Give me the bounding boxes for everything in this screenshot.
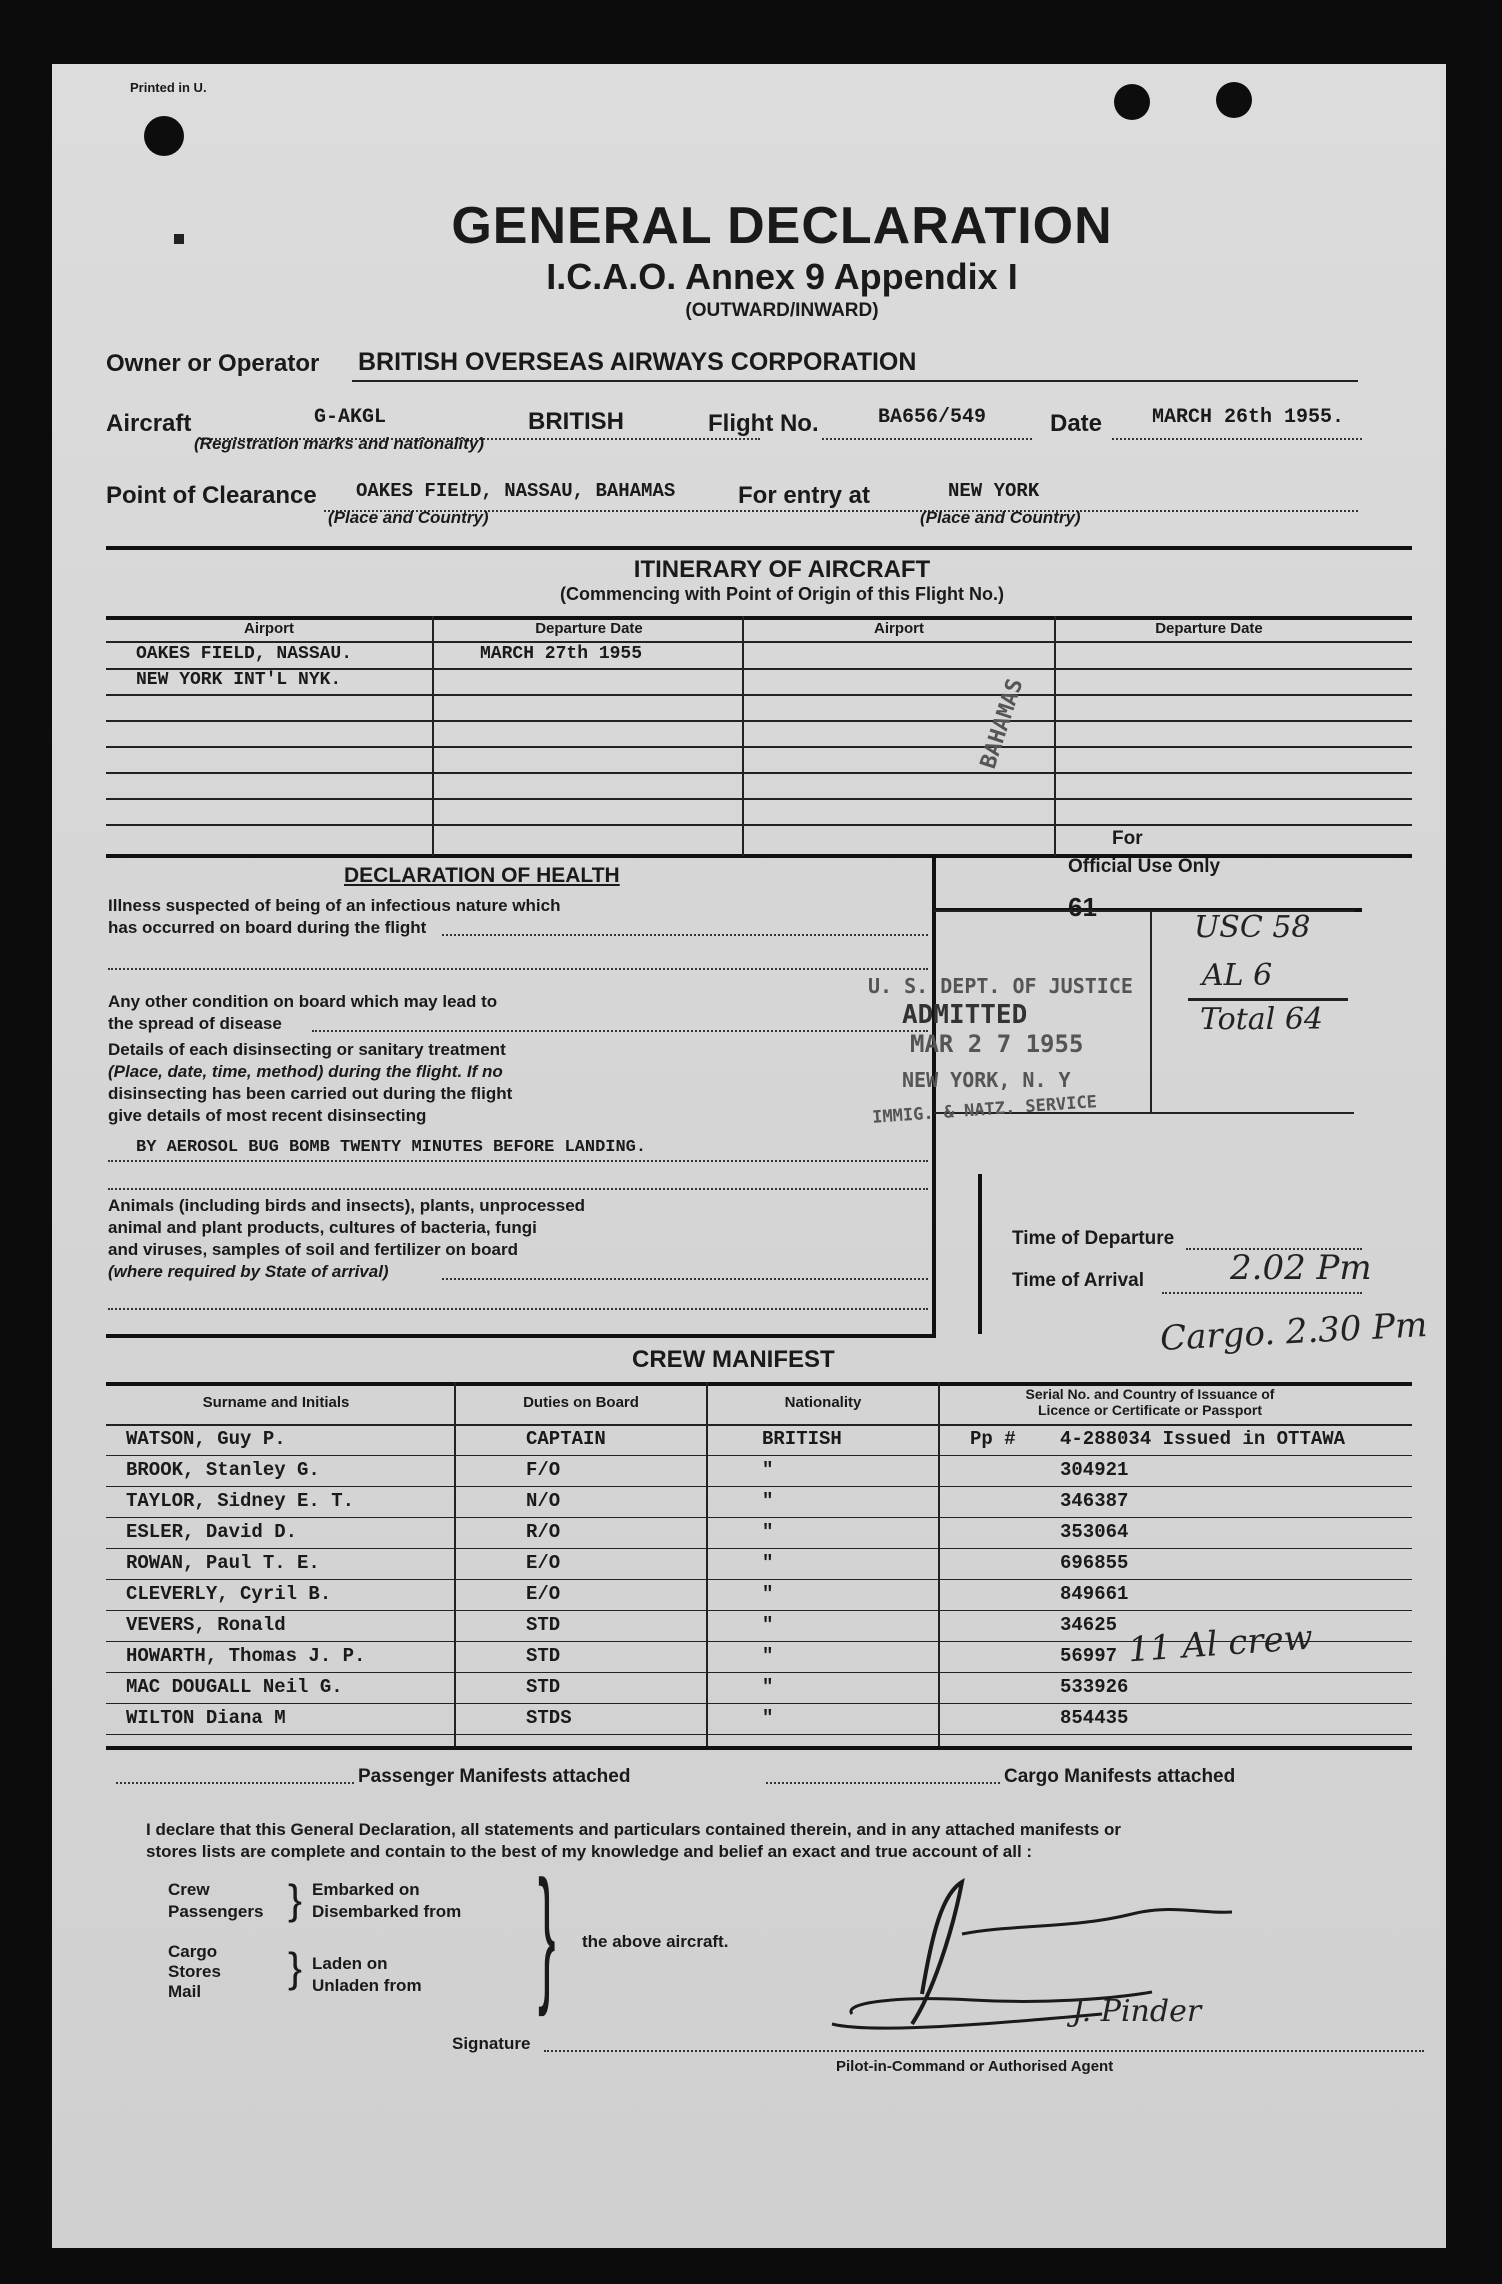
official-box-left-lower <box>978 1174 982 1334</box>
crew-nationality: " <box>762 1521 774 1543</box>
crew-col-3 <box>938 1382 940 1746</box>
clearance-note: (Place and Country) <box>328 508 489 527</box>
itinerary-row-line-5 <box>106 772 1412 774</box>
decl-stores: Stores <box>168 1962 221 1981</box>
crew-name: VEVERS, Ronald <box>126 1614 286 1636</box>
health-title: DECLARATION OF HEALTH <box>344 864 620 887</box>
crew-row-line <box>106 1517 1412 1518</box>
itinerary-row-line-7 <box>106 824 1412 826</box>
cargo-manifest-line <box>766 1782 1000 1784</box>
aircraft-nationality: BRITISH <box>528 408 624 435</box>
crew-row-line <box>106 1579 1412 1580</box>
bahamas-stamp: BAHAMAS <box>976 675 1029 772</box>
crew-row-line <box>106 1486 1412 1487</box>
health-illness-line-2 <box>108 968 928 970</box>
crew-serial: 854435 <box>1060 1707 1129 1729</box>
crew-nationality: " <box>762 1552 774 1574</box>
form-direction: (OUTWARD/INWARD) <box>685 300 879 321</box>
admitted-stamp-line-5: IMMIG. & NATZ. SERVICE <box>871 1092 1098 1128</box>
clearance-value: OAKES FIELD, NASSAU, BAHAMAS <box>356 480 676 502</box>
health-bottom <box>106 1334 936 1338</box>
official-hand-3: Total 64 <box>1200 1002 1323 1037</box>
health-illness-1: Illness suspected of being of an infectious nature which <box>108 896 561 915</box>
punch-hole-right-1 <box>1114 84 1150 120</box>
crew-header-name: Surname and Initials <box>202 1394 350 1411</box>
passenger-manifests-label: Passenger Manifests attached <box>358 1766 631 1787</box>
itinerary-row-line-6 <box>106 798 1412 800</box>
crew-name: HOWARTH, Thomas J. P. <box>126 1645 366 1667</box>
date-value: MARCH 26th 1955. <box>1152 406 1345 429</box>
crew-name: ROWAN, Paul T. E. <box>126 1552 320 1574</box>
crew-duty: STD <box>526 1645 561 1667</box>
crew-serial: 533926 <box>1060 1676 1129 1698</box>
decl-embarked: Embarked on <box>312 1880 420 1899</box>
admitted-stamp-line-1: U. S. DEPT. OF JUSTICE <box>868 974 1133 998</box>
official-hand-1: USC 58 <box>1194 910 1311 945</box>
pilot-signature-name: J. Pinder <box>1072 1994 1202 2029</box>
cargo-time-note: Cargo. 2.30 Pm <box>1159 1305 1429 1359</box>
departure-time-label: Time of Departure <box>1012 1228 1175 1249</box>
crew-row-line <box>106 1455 1412 1456</box>
crew-serial: 849661 <box>1060 1583 1129 1605</box>
itinerary-title: ITINERARY OF AIRCRAFT <box>633 556 931 583</box>
health-animals-4: (where required by State of arrival) <box>108 1262 389 1281</box>
admitted-stamp-line-3: MAR 2 7 1955 <box>910 1030 1084 1058</box>
crew-bottom <box>106 1746 1412 1750</box>
crew-header-line <box>106 1424 1412 1426</box>
itinerary-row-2-airport: NEW YORK INT'L NYK. <box>136 670 342 690</box>
signature-line <box>544 2050 1424 2052</box>
crew-nationality: " <box>762 1583 774 1605</box>
crew-duty: CAPTAIN <box>526 1428 606 1450</box>
health-disinsect-3: disinsecting has been carried out during the flight <box>108 1084 513 1103</box>
crew-nationality: " <box>762 1459 774 1481</box>
decl-unladen: Unladen from <box>312 1976 422 1995</box>
decl-big-brace: } <box>538 1849 556 2017</box>
crew-duty: STD <box>526 1614 561 1636</box>
crew-serial: 304921 <box>1060 1459 1129 1481</box>
crew-serial-prefix: Pp # <box>970 1428 1016 1450</box>
flight-line <box>822 438 1032 440</box>
entry-note: (Place and Country) <box>920 508 1081 527</box>
crew-name: CLEVERLY, Cyril B. <box>126 1583 332 1605</box>
declaration-text-2: stores lists are complete and contain to the best of my knowledge and belief an exact and true account of all : <box>146 1842 1033 1861</box>
official-inner-divider <box>1150 910 1152 1114</box>
flight-label: Flight No. <box>708 410 819 437</box>
crew-header-serial-2: Licence or Certificate or Passport <box>1037 1402 1263 1418</box>
crew-name: WATSON, Guy P. <box>126 1428 286 1450</box>
itinerary-row-line-4 <box>106 746 1412 748</box>
owner-value: BRITISH OVERSEAS AIRWAYS CORPORATION <box>358 348 917 376</box>
health-animals-3: and viruses, samples of soil and fertilizer on board <box>108 1240 518 1259</box>
aircraft-registration: G-AKGL <box>314 406 387 429</box>
entry-label: For entry at <box>738 482 871 509</box>
crew-serial: 34625 <box>1060 1614 1118 1636</box>
crew-duty: F/O <box>526 1459 561 1481</box>
crew-header-duty: Duties on Board <box>523 1394 639 1411</box>
itinerary-col-1 <box>432 616 434 856</box>
official-hand-underline <box>1188 998 1348 1001</box>
crew-header-serial-1: Serial No. and Country of Issuance of <box>1025 1386 1275 1402</box>
decl-laden: Laden on <box>312 1954 388 1973</box>
pilot-label: Pilot-in-Command or Authorised Agent <box>836 2058 1114 2075</box>
crew-row-line <box>106 1610 1412 1611</box>
crew-duty: R/O <box>526 1521 561 1543</box>
crew-nationality: " <box>762 1614 774 1636</box>
crew-serial: 56997 <box>1060 1645 1118 1667</box>
arrival-time-line <box>1162 1292 1362 1294</box>
form-title: GENERAL DECLARATION <box>451 197 1113 255</box>
crew-title: CREW MANIFEST <box>632 1346 835 1373</box>
health-animals-2: animal and plant products, cultures of bacteria, fungi <box>108 1218 537 1237</box>
health-disinsect-4: give details of most recent disinsecting <box>108 1106 427 1125</box>
punch-hole-right-2 <box>1216 82 1252 118</box>
crew-count-note: 11 Al crew <box>1126 1617 1314 1671</box>
official-title-1: For <box>1112 828 1143 849</box>
crew-duty: N/O <box>526 1490 561 1512</box>
decl-above: the above aircraft. <box>582 1932 729 1951</box>
flight-value: BA656/549 <box>878 406 987 429</box>
crew-name: WILTON Diana M <box>126 1707 286 1729</box>
itinerary-col-3 <box>1054 616 1056 856</box>
health-animals-line-1 <box>442 1278 928 1280</box>
decl-brace-1: } <box>288 1876 303 1923</box>
decl-crew: Crew <box>168 1880 210 1899</box>
passenger-manifest-line <box>116 1782 354 1784</box>
crew-nationality: " <box>762 1645 774 1667</box>
crew-duty: E/O <box>526 1552 561 1574</box>
crew-name: TAYLOR, Sidney E. T. <box>126 1490 355 1512</box>
decl-cargo: Cargo <box>168 1942 218 1961</box>
health-disinsect-1: Details of each disinsecting or sanitary treatment <box>108 1040 506 1059</box>
arrival-time-label: Time of Arrival <box>1012 1270 1144 1291</box>
crew-col-1 <box>454 1382 456 1746</box>
decl-mail: Mail <box>168 1982 202 2001</box>
itinerary-row-1-airport: OAKES FIELD, NASSAU. <box>136 644 353 664</box>
crew-nationality: " <box>762 1676 774 1698</box>
itinerary-row-line-3 <box>106 720 1412 722</box>
itinerary-header-airport-1: Airport <box>244 620 294 637</box>
punch-hole-left <box>144 116 184 156</box>
health-disinsect-line <box>108 1160 928 1162</box>
owner-line <box>352 380 1358 382</box>
arrival-time-value: 2.02 Pm <box>1230 1248 1372 1288</box>
aircraft-label: Aircraft <box>106 410 192 437</box>
header-divider <box>106 546 1412 550</box>
declaration-text-1: I declare that this General Declaration, all statements and particulars contained therein, and in any attached manifests or <box>146 1820 1121 1839</box>
health-other-line <box>312 1030 928 1032</box>
date-label: Date <box>1050 410 1103 437</box>
health-disinsect-value: BY AEROSOL BUG BOMB TWENTY MINUTES BEFORE LANDING. <box>136 1138 647 1157</box>
crew-serial: 696855 <box>1060 1552 1129 1574</box>
crew-row-line <box>106 1734 1412 1735</box>
crew-serial: 4-288034 Issued in OTTAWA <box>1060 1428 1346 1450</box>
itinerary-header-date-2: Departure Date <box>1155 620 1263 637</box>
entry-value: NEW YORK <box>948 480 1040 502</box>
health-disinsect-line-2 <box>108 1188 928 1190</box>
crew-row-line <box>106 1703 1412 1704</box>
health-animals-1: Animals (including birds and insects), plants, unprocessed <box>108 1196 586 1215</box>
health-illness-2: has occurred on board during the flight <box>108 918 427 937</box>
itinerary-col-2 <box>742 616 744 856</box>
aircraft-note: (Registration marks and nationality) <box>194 434 484 453</box>
crew-duty: STDS <box>526 1707 572 1729</box>
date-line <box>1112 438 1362 440</box>
crew-serial: 353064 <box>1060 1521 1129 1543</box>
crew-name: ESLER, David D. <box>126 1521 298 1543</box>
itinerary-header-date-1: Departure Date <box>535 620 643 637</box>
health-illness-line-1 <box>442 934 928 936</box>
official-number: 61 <box>1068 892 1097 922</box>
crew-name: BROOK, Stanley G. <box>126 1459 320 1481</box>
owner-label: Owner or Operator <box>106 350 320 377</box>
official-title-2: Official Use Only <box>1068 856 1221 877</box>
signature-label: Signature <box>452 2034 531 2053</box>
itinerary-row-1-date: MARCH 27th 1955 <box>480 644 643 664</box>
crew-nationality: " <box>762 1490 774 1512</box>
crew-name: MAC DOUGALL Neil G. <box>126 1676 343 1698</box>
itinerary-header-line <box>106 641 1412 643</box>
crew-duty: STD <box>526 1676 561 1698</box>
clearance-label: Point of Clearance <box>106 482 317 509</box>
admitted-stamp-line-2: ADMITTED <box>902 1000 1028 1030</box>
crew-row-line <box>106 1672 1412 1673</box>
decl-passengers: Passengers <box>168 1902 264 1921</box>
health-other-1: Any other condition on board which may lead to <box>108 992 498 1011</box>
itinerary-subtitle: (Commencing with Point of Origin of this Flight No.) <box>560 584 1004 604</box>
crew-nationality: BRITISH <box>762 1428 842 1450</box>
health-animals-line-2 <box>108 1308 928 1310</box>
cargo-manifests-label: Cargo Manifests attached <box>1004 1766 1236 1787</box>
official-box-left <box>932 854 936 1334</box>
crew-duty: E/O <box>526 1583 561 1605</box>
crew-serial: 346387 <box>1060 1490 1129 1512</box>
health-disinsect-2: (Place, date, time, method) during the flight. If no <box>108 1062 503 1081</box>
crew-header-nationality: Nationality <box>784 1394 862 1411</box>
form-subtitle: I.C.A.O. Annex 9 Appendix I <box>546 256 1018 297</box>
printed-in-label: Printed in U. <box>130 80 207 95</box>
admitted-stamp-line-4: NEW YORK, N. Y <box>902 1068 1071 1092</box>
crew-nationality: " <box>762 1707 774 1729</box>
crew-row-line <box>106 1548 1412 1549</box>
decl-brace-2: } <box>288 1944 303 1991</box>
itinerary-row-line-2 <box>106 694 1412 696</box>
health-other-2: the spread of disease <box>108 1014 282 1033</box>
itinerary-header-airport-2: Airport <box>874 620 924 637</box>
declaration-form <box>52 64 1446 2248</box>
decl-disembarked: Disembarked from <box>312 1902 462 1921</box>
official-hand-2: AL 6 <box>1202 958 1273 993</box>
crew-col-2 <box>706 1382 708 1746</box>
